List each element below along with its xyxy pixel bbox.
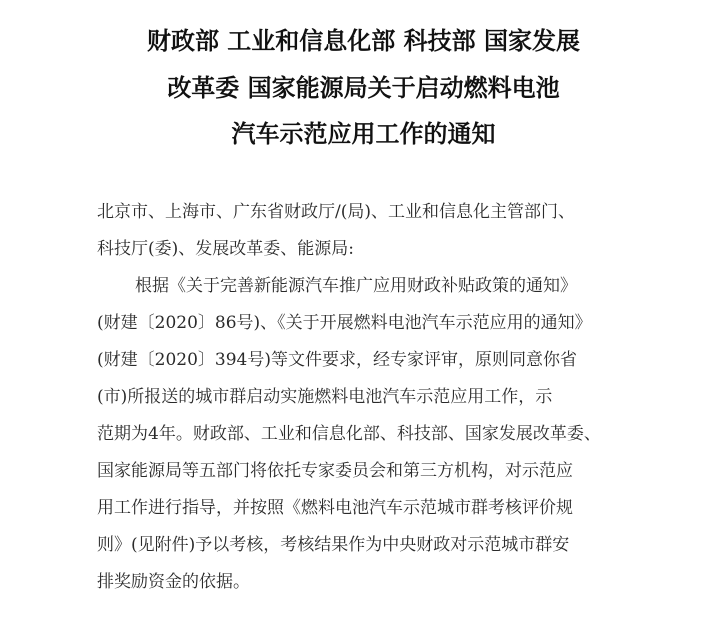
- document-title-line-3: 汽车示范应用工作的通知: [231, 120, 496, 148]
- paragraph-line-5: 范期为4年。财政部、工业和信息化部、科技部、国家发展改革委、: [97, 424, 601, 444]
- paragraph-line-6: 国家能源局等五部门将依托专家委员会和第三方机构，对示范应: [97, 461, 573, 481]
- paragraph-line-1: 根据《关于完善新能源汽车推广应用财政补贴政策的通知》: [135, 276, 577, 296]
- document-title-line-1: 财政部 工业和信息化部 科技部 国家发展: [146, 27, 581, 55]
- recipients-line-1: 北京市、上海市、广东省财政厅/(局)、工业和信息化主管部门、: [97, 202, 575, 222]
- paragraph-line-4: (市)所报送的城市群启动实施燃料电池汽车示范应用工作，示: [97, 387, 553, 407]
- paragraph-line-3: (财建〔2020〕394号)等文件要求，经专家评审，原则同意你省: [97, 350, 577, 370]
- document-title-line-2: 改革委 国家能源局关于启动燃料电池: [167, 74, 560, 102]
- paragraph-line-9: 排奖励资金的依据。: [97, 572, 250, 592]
- paragraph-line-8: 则》(见附件)予以考核，考核结果作为中央财政对示范城市群安: [97, 535, 570, 555]
- paragraph-line-7: 用工作进行指导，并按照《燃料电池汽车示范城市群考核评价规: [97, 498, 573, 518]
- recipients-line-2: 科技厅(委)、发展改革委、能源局:: [97, 239, 354, 259]
- paragraph-line-2: (财建〔2020〕86号)、《关于开展燃料电池汽车示范应用的通知》: [97, 313, 592, 333]
